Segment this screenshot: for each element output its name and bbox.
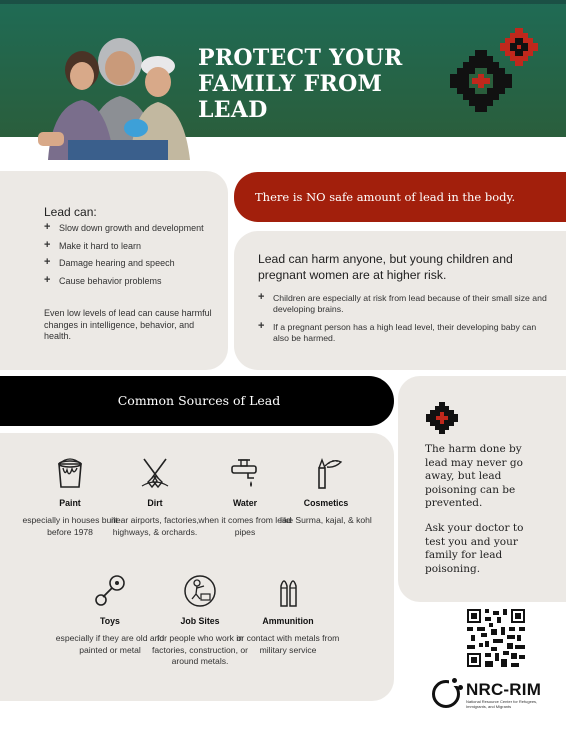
source-name: Toys xyxy=(100,616,120,626)
eyeliner-icon xyxy=(309,456,343,490)
plus-icon: + xyxy=(44,256,51,268)
faucet-icon xyxy=(228,456,262,490)
logo-name: NRC-RIM xyxy=(466,680,542,699)
lead-can-heading: Lead can: xyxy=(44,205,97,219)
plus-icon: + xyxy=(44,221,51,233)
doctor-text: Ask your doctor to test you and your family for lead poisoning. xyxy=(425,522,524,575)
source-desc: especially in houses built before 1978 xyxy=(22,515,118,537)
shovel-icon xyxy=(138,456,172,490)
list-item: + Cause behavior problems xyxy=(44,273,162,286)
prevention-text: The harm done by lead may never go away, but lead poisoning can be prevented. xyxy=(425,443,523,509)
source-name: Paint xyxy=(59,498,81,508)
bullets-icon xyxy=(271,574,305,608)
source-name: Ammunition xyxy=(262,616,314,626)
small-diamond-motif-icon xyxy=(500,28,538,66)
source-desc: like Surma, kajal, & kohl xyxy=(280,515,372,525)
plus-icon: + xyxy=(258,291,265,303)
list-item: + Children are especially at risk from lead because of their small size and developing brains. xyxy=(258,291,547,314)
list-item: + Slow down growth and development xyxy=(44,221,204,233)
source-name: Water xyxy=(232,498,258,508)
source-desc: for people who work in factories, construction, or around metals. xyxy=(151,633,248,666)
source-name: Job Sites xyxy=(180,616,220,626)
source-name: Cosmetics xyxy=(303,498,349,508)
no-safe-level-text: There is NO safe amount of lead in the body. xyxy=(255,190,516,204)
source-desc: or contact with metals from military service xyxy=(236,633,340,655)
nrc-rim-logo xyxy=(432,677,542,717)
diamond-motif-icon xyxy=(426,402,458,434)
source-name: Dirt xyxy=(147,498,163,508)
family-photo xyxy=(30,24,200,160)
header-top-line xyxy=(0,0,566,4)
lead-effects-list xyxy=(44,223,214,293)
source-cosmetics xyxy=(271,456,381,527)
list-item: + Make it hard to learn xyxy=(44,238,142,251)
risk-heading: Lead can harm anyone, but young children and pregnant women are at higher risk. xyxy=(258,252,513,282)
paint-bucket-icon xyxy=(53,456,87,490)
lead-note: Even low levels of lead can cause harmful changes in intelligence, behavior, and health. xyxy=(44,308,212,341)
plus-icon: + xyxy=(44,273,51,286)
rattle-icon xyxy=(93,574,127,608)
source-desc: near airports, factories, highways, & orchards. xyxy=(111,515,199,537)
plus-icon: + xyxy=(258,320,265,332)
risk-list xyxy=(258,293,548,351)
title-line-1: PROTECT YOUR xyxy=(198,45,403,71)
page-title xyxy=(198,45,458,123)
source-desc: when it comes from lead pipes xyxy=(198,515,292,537)
qr-code[interactable] xyxy=(467,609,525,667)
list-item: + If a pregnant person has a high lead level, their developing baby can also be harmed. xyxy=(258,320,537,343)
source-desc: especially if they are old and painted or metal xyxy=(55,633,165,655)
list-item: + Damage hearing and speech xyxy=(44,256,175,268)
logo-subtitle: National Resource Center for Refugees, Immigrants, and Migrants xyxy=(466,699,538,709)
worker-icon xyxy=(183,574,217,608)
sources-title: Common Sources of Lead xyxy=(117,393,281,408)
title-line-2: FAMILY FROM LEAD xyxy=(198,71,383,123)
plus-icon: + xyxy=(44,238,51,251)
source-ammunition xyxy=(233,574,343,656)
